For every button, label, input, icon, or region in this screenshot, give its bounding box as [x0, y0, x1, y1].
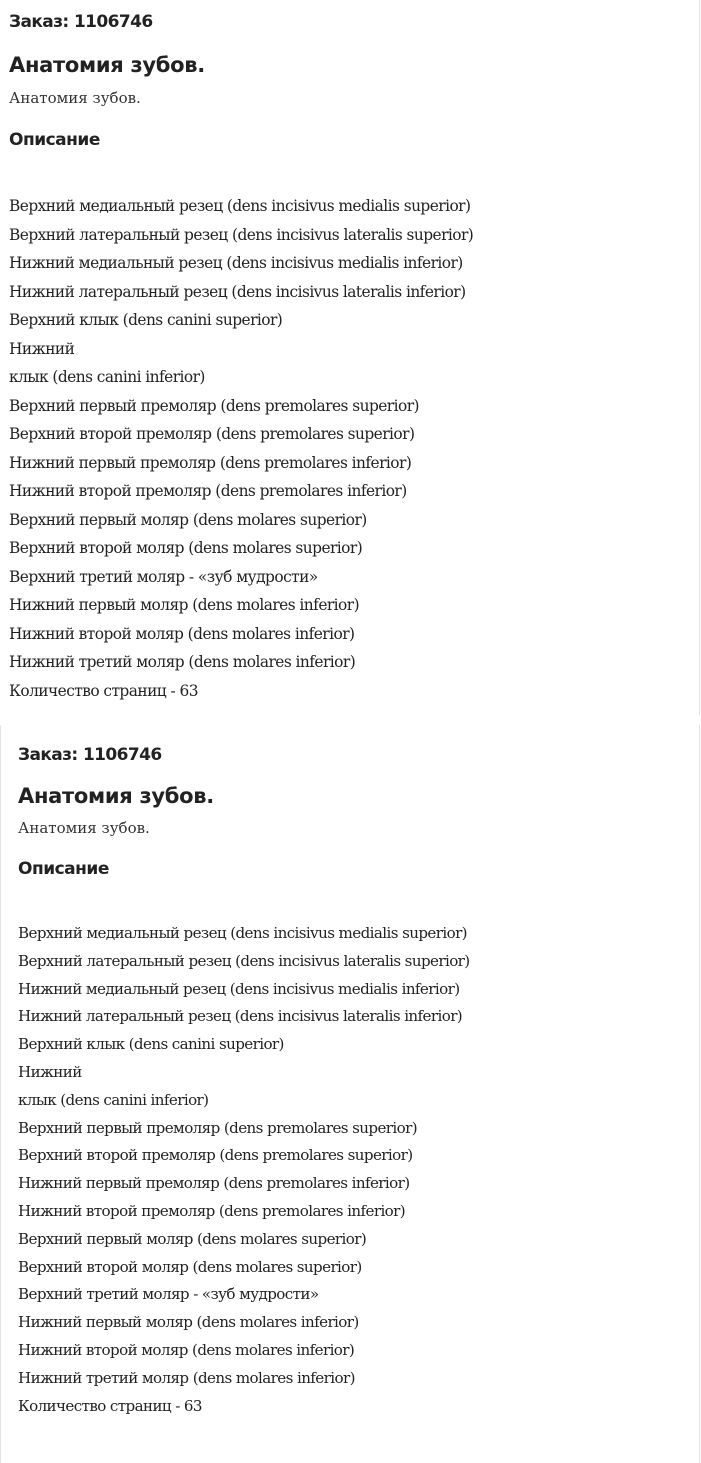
description-line: Верхний второй моляр (dens molares superior)	[9, 539, 363, 557]
description-line: Нижний латеральный резец (dens incisivus lateralis inferior)	[18, 1007, 463, 1026]
description-line: Верхний латеральный резец (dens incisivus lateralis superior)	[18, 951, 470, 970]
description-list	[9, 192, 699, 705]
description-line: Верхний медиальный резец (dens incisivus medialis superior)	[9, 197, 471, 215]
description-line: Нижний третий моляр (dens molares inferior)	[9, 653, 356, 671]
description-list	[18, 920, 699, 1420]
description-line: Нижний третий моляр (dens molares inferior)	[18, 1368, 355, 1387]
description-line: Нижний	[9, 339, 75, 358]
page-count: Количество страниц - 63	[18, 1396, 202, 1415]
description-line: Верхний третий моляр - «зуб мудрости»	[9, 567, 318, 586]
description-line: Нижний второй моляр (dens molares inferior)	[9, 624, 355, 643]
page-count: Количество страниц - 63	[9, 681, 198, 700]
description-line: Верхний латеральный резец (dens incisivus lateralis superior)	[9, 225, 474, 244]
description-line: Нижний медиальный резец (dens incisivus medialis inferior)	[9, 254, 463, 272]
order-subtitle: Анатомия зубов.	[18, 819, 150, 837]
description-line: Верхний первый премоляр (dens premolares superior)	[9, 396, 419, 415]
description-line: Верхний первый моляр (dens molares superior)	[9, 510, 367, 529]
description-line: Верхний клык (dens canini superior)	[9, 311, 283, 329]
description-line: Верхний клык (dens canini superior)	[18, 1035, 284, 1054]
description-line: клык (dens canini inferior)	[18, 1090, 209, 1109]
description-line: Верхний третий моляр - «зуб мудрости»	[18, 1285, 319, 1304]
order-card-top	[0, 0, 700, 715]
order-number: Заказ: 1106746	[18, 745, 162, 765]
description-line: Нижний первый моляр (dens molares inferior)	[9, 596, 360, 614]
description-heading: Описание	[18, 859, 109, 879]
description-line: Нижний второй премоляр (dens premolares inferior)	[18, 1201, 406, 1220]
order-title: Анатомия зубов.	[9, 53, 205, 77]
order-title: Анатомия зубов.	[18, 784, 214, 808]
description-line: клык (dens canini inferior)	[9, 368, 205, 386]
description-heading: Описание	[9, 130, 100, 150]
description-line: Нижний второй премоляр (dens premolares inferior)	[9, 482, 407, 500]
description-line: Нижний первый премоляр (dens premolares inferior)	[18, 1174, 410, 1193]
description-line: Верхний второй премоляр (dens premolares superior)	[9, 425, 415, 443]
description-line: Верхний первый премоляр (dens premolares superior)	[18, 1118, 418, 1137]
description-line: Нижний первый премоляр (dens premolares inferior)	[9, 453, 412, 472]
order-subtitle: Анатомия зубов.	[9, 89, 141, 107]
description-line: Верхний второй премоляр (dens premolares superior)	[18, 1146, 413, 1165]
order-card-bottom	[0, 725, 700, 1463]
description-line: Нижний	[18, 1062, 82, 1081]
description-line: Верхний второй моляр (dens molares superior)	[18, 1257, 362, 1276]
description-line: Нижний медиальный резец (dens incisivus medialis inferior)	[18, 979, 460, 998]
description-line: Нижний первый моляр (dens molares inferior)	[18, 1313, 359, 1332]
description-line: Нижний латеральный резец (dens incisivus lateralis inferior)	[9, 282, 466, 301]
description-line: Верхний медиальный резец (dens incisivus medialis superior)	[18, 924, 467, 942]
order-number: Заказ: 1106746	[9, 12, 153, 32]
description-line: Верхний первый моляр (dens molares superior)	[18, 1229, 367, 1248]
description-line: Нижний второй моляр (dens molares inferior)	[18, 1340, 355, 1359]
